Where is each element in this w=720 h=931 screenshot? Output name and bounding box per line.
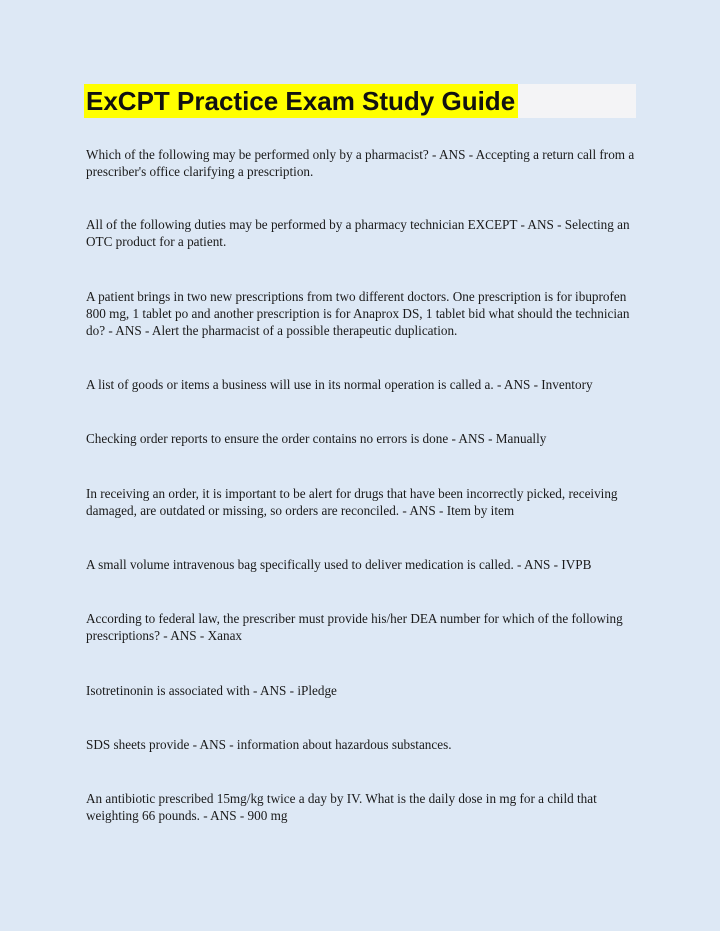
qa-item-2: All of the following duties may be performed by a pharmacy technician EXCEPT - ANS - Selecting an OTC product for a patient. [86,217,630,249]
qa-item-7: A small volume intravenous bag specifically used to deliver medication is called. - ANS - IVPB [86,557,592,572]
qa-item-8: According to federal law, the prescriber must provide his/her DEA number for which of the following prescriptions? - ANS - Xanax [86,611,623,643]
title-bar [84,84,636,118]
document-title: ExCPT Practice Exam Study Guide [84,84,518,118]
qa-item-11: An antibiotic prescribed 15mg/kg twice a day by IV. What is the daily dose in mg for a child that weighting 66 pounds. - ANS - 900 mg [86,791,597,823]
qa-item-4: A list of goods or items a business will use in its normal operation is called a. - ANS - Inventory [86,377,593,392]
qa-item-3: A patient brings in two new prescriptions from two different doctors. One prescription is for ibuprofen 800 mg, 1 tablet po and another prescription is for Anaprox DS, 1 tablet bid what should the technician do? - ANS - Alert the pharmacist of a possible therapeutic duplication. [86,289,630,338]
qa-item-1: Which of the following may be performed only by a pharmacist? - ANS - Accepting a return call from a prescriber's office clarifying a prescription. [86,147,635,179]
qa-item-9: Isotretinonin is associated with - ANS - iPledge [86,683,337,698]
qa-item-10: SDS sheets provide - ANS - information about hazardous substances. [86,737,452,752]
qa-item-6: In receiving an order, it is important to be alert for drugs that have been incorrectly picked, receiving damaged, are outdated or missing, so orders are reconciled. - ANS - Item by item [86,486,618,518]
qa-item-5: Checking order reports to ensure the order contains no errors is done - ANS - Manually [86,431,547,446]
